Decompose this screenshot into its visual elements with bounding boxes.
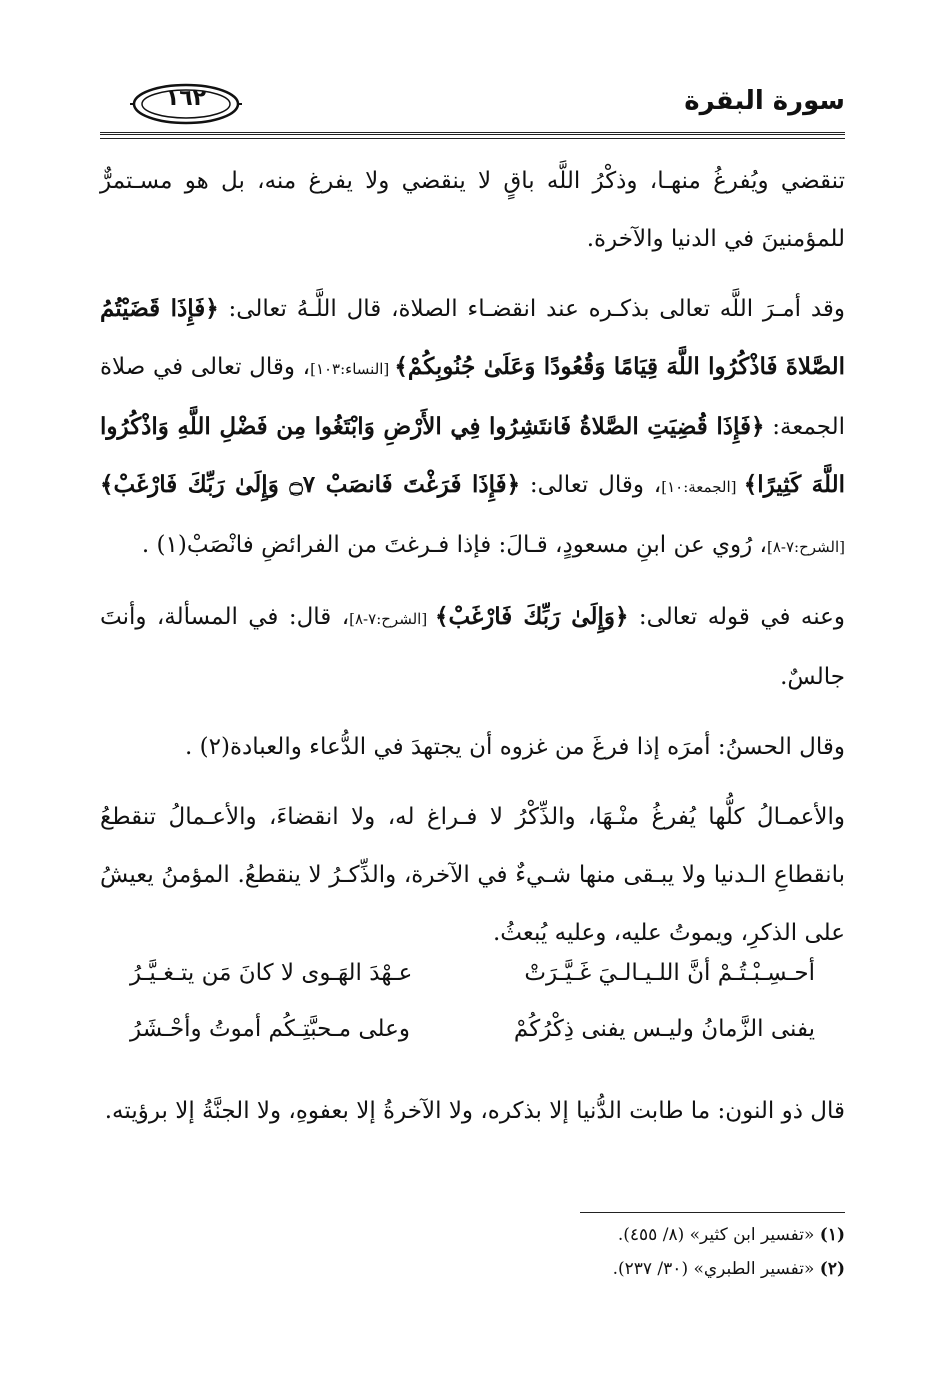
poem-verse <box>100 960 845 1016</box>
paragraph: والأعمـالُ كلُّها يُفرغُ منْـهَا، والذِّكْرُ لا فـراغ له، ولا انقضاءَ، والأعـمالُ تنقطعُ بانقطاعِ الـدنيا ولا يبـقى منها شـيءٌ في الآخرة، والذِّكـرُ لا ينقطعُ. المؤمنُ يعيشُ على الذكرِ، ويموتُ عليه، وعليه يُبعثُ. <box>100 804 845 946</box>
footnote <box>100 1218 845 1252</box>
footnote-number: (١) <box>819 1225 845 1245</box>
quran-verse: ﴿فَإِذَا فَرَغْتَ فَانصَبْ ۝٧ وَإِلَىٰ رَبِّكَ فَارْغَبْ﴾ <box>100 471 521 498</box>
footnote-text: «تفسير ابن كثير» (٨/ ٤٥٥). <box>617 1225 820 1245</box>
verse-reference: [الشرح:٧-٨] <box>349 610 436 628</box>
footnote <box>100 1252 845 1286</box>
paragraph-text: ، قال: في المسألة، وأنتَ جالسٌ. <box>100 604 845 690</box>
footnote-text: «تفسير الطبري» (٣٠/ ٢٣٧). <box>612 1259 820 1279</box>
paragraph: تنقضي ويُفرغُ منهـا، وذكْرُ اللَّه باقٍ لا ينقضي ولا يفرغ منه، بل هو مسـتمرٌّ للمؤمنينَ في الدنيا والآخرة. <box>100 168 845 252</box>
footnote-divider <box>580 1212 845 1213</box>
footnote-number: (٢) <box>819 1259 845 1279</box>
paragraph <box>100 588 845 706</box>
closing-text <box>100 1082 845 1152</box>
page-number: ١٦٢ <box>165 86 207 111</box>
paragraph-text: وعنه في قوله تعالى: <box>628 604 845 630</box>
quran-verse: ﴿وَإِلَىٰ رَبِّكَ فَارْغَبْ﴾ <box>435 603 629 630</box>
verse-reference: [الجمعة:١٠] <box>661 478 744 496</box>
quran-verse: ﴿فَإِذَا قُضِيَتِ الصَّلاةُ فَانتَشِرُوا فِي الأَرْضِ وَابْتَغُوا مِن فَضْلِ اللَّهِ وَاذْكُرُوا اللَّهَ كَثِيرًا﴾ <box>100 413 845 498</box>
paragraph-text: ، وقال تعالى في صلاة الجمعة: <box>100 354 846 440</box>
poem-verse <box>100 1016 845 1072</box>
paragraph: قال ذو النون: ما طابت الدُّنيا إلا بذكره، ولا الآخرةُ إلا بعفوهِ، ولا الجنَّةُ إلا برؤيته. <box>104 1098 845 1124</box>
poem-hemistich-first: يفنى الزَّمانُ وليـس يفنى ذِكْرُكُمْ <box>513 1016 815 1042</box>
header-divider <box>100 132 845 139</box>
poem-hemistich-second: وعلى مـحبَّتِـكُم أموتُ وأحْـشَرُ <box>130 1016 410 1042</box>
paragraph-text: ، وقال تعالى: <box>520 472 662 498</box>
paragraph: وقال الحسنُ: أمرَه إذا فرغَ من غزوه أن يجتهدَ في الدُّعاء والعبادة(٢) . <box>185 734 845 760</box>
paragraph-text: وقد أمـرَ اللَّه تعالى بذكـره عند انقضـاء الصلاة، قال اللَّـهُ تعالى: <box>218 296 845 322</box>
poem <box>100 960 845 1072</box>
poem-hemistich-second: عـهْدَ الهَـوى لا كانَ مَن يتـغـيَّـرُ <box>130 960 413 986</box>
poem-hemistich-first: أحـسِـبْـتُـمْ أنَّ اللـيـالـيَ غَـيَّـرَتْ <box>524 960 815 986</box>
verse-reference: [الشرح:٧-٨] <box>766 538 845 556</box>
quran-verse: ﴿فَإِذَا قَضَيْتُمُ الصَّلاةَ فَاذْكُرُوا اللَّهَ قِيَامًا وَقُعُودًا وَعَلَىٰ جُنُوبِكُمْ﴾ <box>100 295 845 380</box>
footnotes <box>100 1218 845 1286</box>
main-text <box>100 152 845 974</box>
paragraph-text: ، رُوي عن ابنِ مسعودٍ، قـالَ: فإذا فـرغتَ من الفرائضِ فانْصَبْ(١) . <box>141 532 767 558</box>
paragraph <box>100 280 845 576</box>
surah-title: سورة البقرة <box>684 86 845 116</box>
verse-reference: [النساء:١٠٣] <box>310 360 395 378</box>
page-header <box>100 82 845 132</box>
